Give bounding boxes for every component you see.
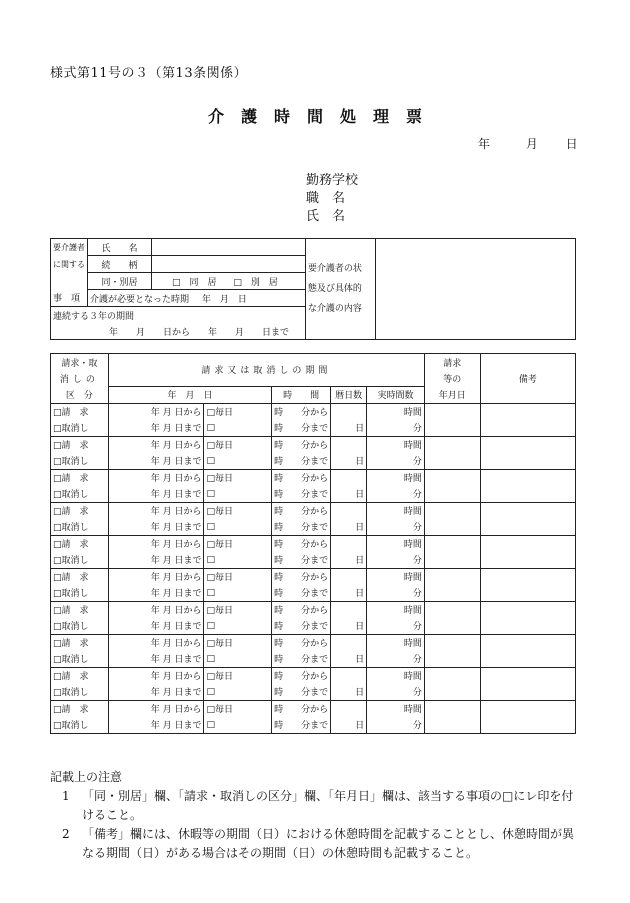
minutes-cell[interactable]: 分: [367, 486, 425, 503]
table-row: [51, 469, 576, 486]
time-from[interactable]: 時 分から: [272, 568, 331, 585]
from-date[interactable]: 年 月 日から: [108, 634, 204, 651]
header-time: 時 間: [272, 386, 331, 403]
time-from[interactable]: 時 分から: [272, 667, 331, 684]
request-date-cell[interactable]: [424, 535, 480, 568]
request-checkbox[interactable]: □請 求: [51, 403, 109, 420]
remarks-cell[interactable]: [480, 502, 575, 535]
to-date[interactable]: 年 月 日まで: [108, 486, 204, 503]
table-row: [51, 601, 576, 618]
form-number: 様式第11号の３（第13条関係）: [50, 66, 248, 81]
request-date-cell[interactable]: [424, 568, 480, 601]
request-checkbox[interactable]: □請 求: [51, 535, 109, 552]
remarks-cell[interactable]: [480, 403, 575, 436]
time-to[interactable]: 時 分まで: [272, 618, 331, 635]
request-date-cell[interactable]: [424, 469, 480, 502]
daily-checkbox[interactable]: □毎日: [204, 700, 272, 717]
hours-cell[interactable]: 時間: [367, 403, 425, 420]
date-line: [478, 135, 578, 152]
recipient-name-label: 氏 名: [88, 239, 152, 256]
days-cell[interactable]: 日: [331, 634, 367, 667]
hours-cell[interactable]: 時間: [367, 436, 425, 453]
cancel-checkbox[interactable]: □取消し: [51, 651, 109, 668]
hours-cell[interactable]: 時間: [367, 667, 425, 684]
daily-checkbox[interactable]: □毎日: [204, 667, 272, 684]
from-date[interactable]: 年 月 日から: [108, 568, 204, 585]
to-date[interactable]: 年 月 日まで: [108, 651, 204, 668]
hours-cell[interactable]: 時間: [367, 700, 425, 717]
to-date[interactable]: 年 月 日まで: [108, 453, 204, 470]
other-checkbox[interactable]: □: [204, 684, 272, 701]
days-cell[interactable]: 日: [331, 436, 367, 469]
time-from[interactable]: 時 分から: [272, 403, 331, 420]
other-checkbox[interactable]: □: [204, 618, 272, 635]
other-checkbox[interactable]: □: [204, 453, 272, 470]
minutes-cell[interactable]: 分: [367, 651, 425, 668]
position-label: 職 名: [306, 191, 346, 206]
minutes-cell[interactable]: 分: [367, 552, 425, 569]
time-to[interactable]: 時 分まで: [272, 420, 331, 437]
request-checkbox[interactable]: □請 求: [51, 436, 109, 453]
table-row: [51, 403, 576, 420]
time-to[interactable]: 時 分まで: [272, 651, 331, 668]
minutes-cell[interactable]: 分: [367, 519, 425, 536]
request-checkbox[interactable]: □請 求: [51, 700, 109, 717]
to-date[interactable]: 年 月 日まで: [108, 618, 204, 635]
note-item: 2 「備考」欄には、休暇等の期間（日）における休憩時間を記載することとし、休憩時間が異なる期間（日）がある場合はその期間（日）の休憩時間も記載すること。: [62, 827, 575, 860]
request-date-cell[interactable]: [424, 667, 480, 700]
from-date[interactable]: 年 月 日から: [108, 700, 204, 717]
daily-checkbox[interactable]: □毎日: [204, 601, 272, 618]
table-row: [51, 436, 576, 453]
date-month-label: 月: [525, 137, 538, 151]
other-checkbox[interactable]: □: [204, 420, 272, 437]
minutes-cell[interactable]: 分: [367, 717, 425, 734]
cancel-checkbox[interactable]: □取消し: [51, 420, 109, 437]
from-date[interactable]: 年 月 日から: [108, 502, 204, 519]
other-checkbox[interactable]: □: [204, 486, 272, 503]
request-date-cell[interactable]: [424, 700, 480, 733]
cancel-checkbox[interactable]: □取消し: [51, 453, 109, 470]
relation-label: 続 柄: [88, 256, 152, 273]
other-checkbox[interactable]: □: [204, 585, 272, 602]
other-checkbox[interactable]: □: [204, 519, 272, 536]
daily-checkbox[interactable]: □毎日: [204, 502, 272, 519]
remarks-cell[interactable]: [480, 568, 575, 601]
to-date[interactable]: 年 月 日まで: [108, 585, 204, 602]
notes-heading: 記載上の注意: [50, 770, 123, 784]
to-date[interactable]: 年 月 日まで: [108, 552, 204, 569]
from-date[interactable]: 年 月 日から: [108, 667, 204, 684]
hours-cell[interactable]: 時間: [367, 469, 425, 486]
daily-checkbox[interactable]: □毎日: [204, 403, 272, 420]
date-day-label: 日: [565, 137, 578, 151]
request-date-cell[interactable]: [424, 403, 480, 436]
time-to[interactable]: 時 分まで: [272, 486, 331, 503]
days-cell[interactable]: 日: [331, 469, 367, 502]
time-from[interactable]: 時 分から: [272, 601, 331, 618]
request-date-cell[interactable]: [424, 634, 480, 667]
need-since-label: 介護が必要となった時期: [90, 294, 190, 305]
to-date[interactable]: 年 月 日まで: [108, 420, 204, 437]
header-ymd: 年 月 日: [108, 386, 271, 403]
request-checkbox[interactable]: □請 求: [51, 667, 109, 684]
status-label: 要介護者の状 態及び具体的 な介護の内容: [305, 239, 375, 340]
header-category: 請求・取: [51, 354, 109, 371]
living-options[interactable]: [151, 273, 305, 290]
header-days: 暦日数: [331, 386, 367, 403]
need-since-date: 年 月 日: [201, 294, 247, 305]
other-checkbox[interactable]: □: [204, 717, 272, 734]
cancel-checkbox[interactable]: □取消し: [51, 618, 109, 635]
header-request-date: 請求: [424, 354, 480, 371]
care-time-table: [50, 353, 576, 734]
school-label: 勤務学校: [306, 173, 359, 188]
request-checkbox[interactable]: □請 求: [51, 634, 109, 651]
notes: [50, 768, 580, 863]
care-recipient-table: [50, 238, 576, 340]
section-label: 事 項: [51, 290, 88, 307]
table-row: [51, 634, 576, 651]
remarks-cell[interactable]: [480, 436, 575, 469]
time-from[interactable]: 時 分から: [272, 634, 331, 651]
minutes-cell[interactable]: 分: [367, 585, 425, 602]
cancel-checkbox[interactable]: □取消し: [51, 717, 109, 734]
minutes-cell[interactable]: 分: [367, 618, 425, 635]
request-checkbox[interactable]: □請 求: [51, 601, 109, 618]
section-label: 要介護者: [51, 239, 88, 256]
other-checkbox[interactable]: □: [204, 651, 272, 668]
header-category: 消しの: [51, 370, 109, 386]
time-to[interactable]: 時 分まで: [272, 585, 331, 602]
time-to[interactable]: 時 分まで: [272, 717, 331, 734]
minutes-cell[interactable]: 分: [367, 684, 425, 701]
relation-field[interactable]: [151, 256, 305, 273]
from-date[interactable]: 年 月 日から: [108, 601, 204, 618]
cancel-checkbox[interactable]: □取消し: [51, 585, 109, 602]
request-checkbox[interactable]: □請 求: [51, 469, 109, 486]
remarks-cell[interactable]: [480, 535, 575, 568]
time-to[interactable]: 時 分まで: [272, 552, 331, 569]
living-label: 同・別居: [88, 273, 152, 290]
header-remarks: 備考: [480, 354, 575, 404]
daily-checkbox[interactable]: □毎日: [204, 469, 272, 486]
remarks-cell[interactable]: [480, 634, 575, 667]
to-date[interactable]: 年 月 日まで: [108, 684, 204, 701]
minutes-cell[interactable]: 分: [367, 453, 425, 470]
name-label: 氏 名: [306, 209, 346, 224]
living-same-checkbox[interactable]: □ 同 居: [171, 277, 217, 288]
table-row: [51, 568, 576, 585]
days-cell[interactable]: 日: [331, 667, 367, 700]
note-item: 1 「同・別居」欄、「請求・取消しの区分」欄、「年月日」欄は、該当する事項の□にレ印を付けること。: [62, 789, 574, 822]
time-from[interactable]: 時 分から: [272, 469, 331, 486]
days-cell[interactable]: 日: [331, 403, 367, 436]
recipient-name-field[interactable]: [151, 239, 305, 256]
days-cell[interactable]: 日: [331, 535, 367, 568]
time-to[interactable]: 時 分まで: [272, 519, 331, 536]
remarks-cell[interactable]: [480, 601, 575, 634]
table-row: [51, 502, 576, 519]
living-separate-checkbox[interactable]: □ 別 居: [233, 277, 278, 288]
header-category: 区 分: [51, 386, 109, 403]
table-row: [51, 667, 576, 684]
time-from[interactable]: 時 分から: [272, 700, 331, 717]
cancel-checkbox[interactable]: □取消し: [51, 519, 109, 536]
table-row: [51, 535, 576, 552]
status-field[interactable]: [375, 239, 575, 340]
time-from[interactable]: 時 分から: [272, 502, 331, 519]
request-checkbox[interactable]: □請 求: [51, 568, 109, 585]
request-checkbox[interactable]: □請 求: [51, 502, 109, 519]
school-block: [306, 172, 358, 226]
other-checkbox[interactable]: □: [204, 552, 272, 569]
from-date[interactable]: 年 月 日から: [108, 436, 204, 453]
time-from[interactable]: 時 分から: [272, 436, 331, 453]
need-since-row[interactable]: [88, 290, 306, 307]
days-cell[interactable]: 日: [331, 700, 367, 733]
hours-cell[interactable]: 時間: [367, 535, 425, 552]
daily-checkbox[interactable]: □毎日: [204, 568, 272, 585]
from-date[interactable]: 年 月 日から: [108, 403, 204, 420]
consecutive-label: 連続する３年の期間: [51, 307, 306, 324]
to-date[interactable]: 年 月 日まで: [108, 519, 204, 536]
request-date-cell[interactable]: [424, 502, 480, 535]
from-date[interactable]: 年 月 日から: [108, 535, 204, 552]
header-period: 請求又は取消しの期間: [108, 354, 424, 387]
remarks-cell[interactable]: [480, 469, 575, 502]
section-label: に関する: [51, 256, 88, 273]
cancel-checkbox[interactable]: □取消し: [51, 486, 109, 503]
hours-cell[interactable]: 時間: [367, 634, 425, 651]
daily-checkbox[interactable]: □毎日: [204, 535, 272, 552]
time-to[interactable]: 時 分まで: [272, 684, 331, 701]
cancel-checkbox[interactable]: □取消し: [51, 552, 109, 569]
hours-cell[interactable]: 時間: [367, 502, 425, 519]
header-hours: 実時間数: [367, 386, 425, 403]
time-to[interactable]: 時 分まで: [272, 453, 331, 470]
date-year-label: 年: [478, 137, 491, 151]
days-cell[interactable]: 日: [331, 568, 367, 601]
time-from[interactable]: 時 分から: [272, 535, 331, 552]
daily-checkbox[interactable]: □毎日: [204, 436, 272, 453]
remarks-cell[interactable]: [480, 667, 575, 700]
hours-cell[interactable]: 時間: [367, 568, 425, 585]
minutes-cell[interactable]: 分: [367, 420, 425, 437]
table-rows: [51, 403, 576, 733]
from-date[interactable]: 年 月 日から: [108, 469, 204, 486]
table-row: [51, 700, 576, 717]
request-date-cell[interactable]: [424, 601, 480, 634]
daily-checkbox[interactable]: □毎日: [204, 634, 272, 651]
page-title: 介護時間処理票: [207, 107, 439, 126]
to-date[interactable]: 年 月 日まで: [108, 717, 204, 734]
consecutive-range[interactable]: 年 月 日から 年 月 日まで: [51, 323, 306, 340]
header-request-date: 年月日: [424, 386, 480, 403]
days-cell[interactable]: 日: [331, 502, 367, 535]
hours-cell[interactable]: 時間: [367, 601, 425, 618]
request-date-cell[interactable]: [424, 436, 480, 469]
header-request-date: 等の: [424, 370, 480, 386]
remarks-cell[interactable]: [480, 700, 575, 733]
cancel-checkbox[interactable]: □取消し: [51, 684, 109, 701]
days-cell[interactable]: 日: [331, 601, 367, 634]
